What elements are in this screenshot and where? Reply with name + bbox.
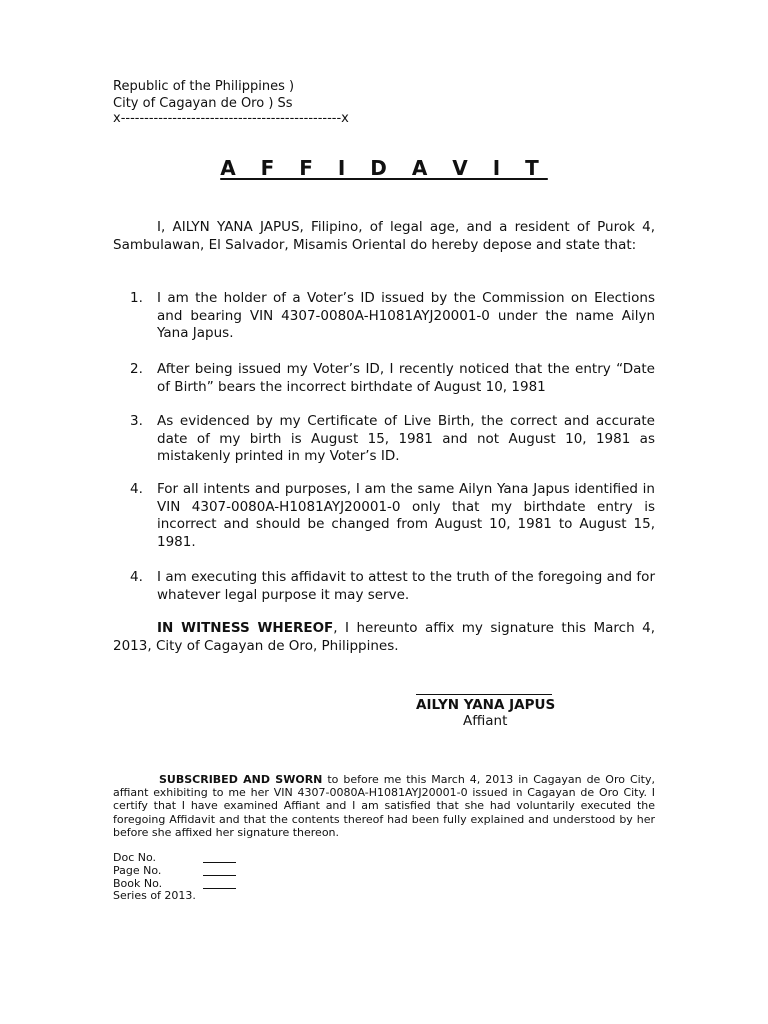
signature-line — [416, 694, 552, 695]
document-title — [0, 156, 768, 180]
list-item-number: 4. — [130, 569, 143, 585]
jurat-text: to before me this March 4, 2013 in Cagayan de Oro City, affiant exhibiting to me her VIN 4307-0080A-H1081AYJ20001-0 issued in Cagayan de Oro City. I certify that I have examined Affiant and I am satisfied that she had voluntarily executed the foregoing Affidavit and that the contents thereof had been fully explained and understood by her before she affixed her signature thereon. — [113, 773, 655, 839]
book-no-label: Book No. — [113, 877, 163, 890]
list-item-text: For all intents and purposes, I am the same Ailyn Yana Japus identified in VIN 4307-0080A-H1081AYJ20001-0 only that my birthdate entry is incorrect and should be changed from August 10, 1981 to August 15, 1981. — [157, 481, 655, 550]
list-item-number: 4. — [130, 481, 143, 497]
header-republic: Republic of the Philippines ) — [113, 79, 295, 94]
list-item-number: 1. — [130, 290, 143, 306]
witness-paragraph — [113, 620, 655, 655]
list-item-number: 3. — [130, 413, 143, 429]
list-item-number: 2. — [130, 361, 143, 377]
affiant-name: AILYN YANA JAPUS — [416, 697, 556, 713]
witness-lead: IN WITNESS WHEREOF — [157, 620, 334, 636]
header-separator: x-----------------------------------------------x — [113, 111, 349, 126]
header-city: City of Cagayan de Oro ) Ss — [113, 96, 293, 111]
intro-paragraph: I, AILYN YANA JAPUS, Filipino, of legal age, and a resident of Purok 4, Sambulawan, El Salvador, Misamis Oriental do hereby depose and state that: — [113, 219, 655, 253]
doc-no-blank — [203, 862, 236, 863]
list-item-text: I am executing this affidavit to attest to the truth of the foregoing and for whatever legal purpose it may serve. — [157, 569, 655, 603]
doc-no-label: Doc No. — [113, 851, 157, 864]
page-no-blank — [203, 875, 236, 876]
series-label: Series of 2013. — [113, 889, 196, 902]
page-no-label: Page No. — [113, 864, 162, 877]
jurat-paragraph — [113, 773, 655, 839]
document-title-text: A F F I D A V I T — [220, 156, 548, 180]
witness-text: , I hereunto affix my signature this March 4, 2013, City of Cagayan de Oro, Philippines. — [113, 620, 655, 654]
jurat-lead: SUBSCRIBED AND SWORN — [159, 773, 323, 786]
list-item-text: I am the holder of a Voter’s ID issued by the Commission on Elections and bearing VIN 4307-0080A-H1081AYJ20001-0 under the name Ailyn Yana Japus. — [157, 290, 655, 341]
list-item-text: As evidenced by my Certificate of Live Birth, the correct and accurate date of my birth is August 15, 1981 and not August 10, 1981 as mistakenly printed in my Voter’s ID. — [157, 413, 655, 464]
list-item-text: After being issued my Voter’s ID, I recently noticed that the entry “Date of Birth” bears the incorrect birthdate of August 10, 1981 — [157, 361, 655, 395]
book-no-blank — [203, 888, 236, 889]
affiant-label: Affiant — [463, 713, 508, 729]
